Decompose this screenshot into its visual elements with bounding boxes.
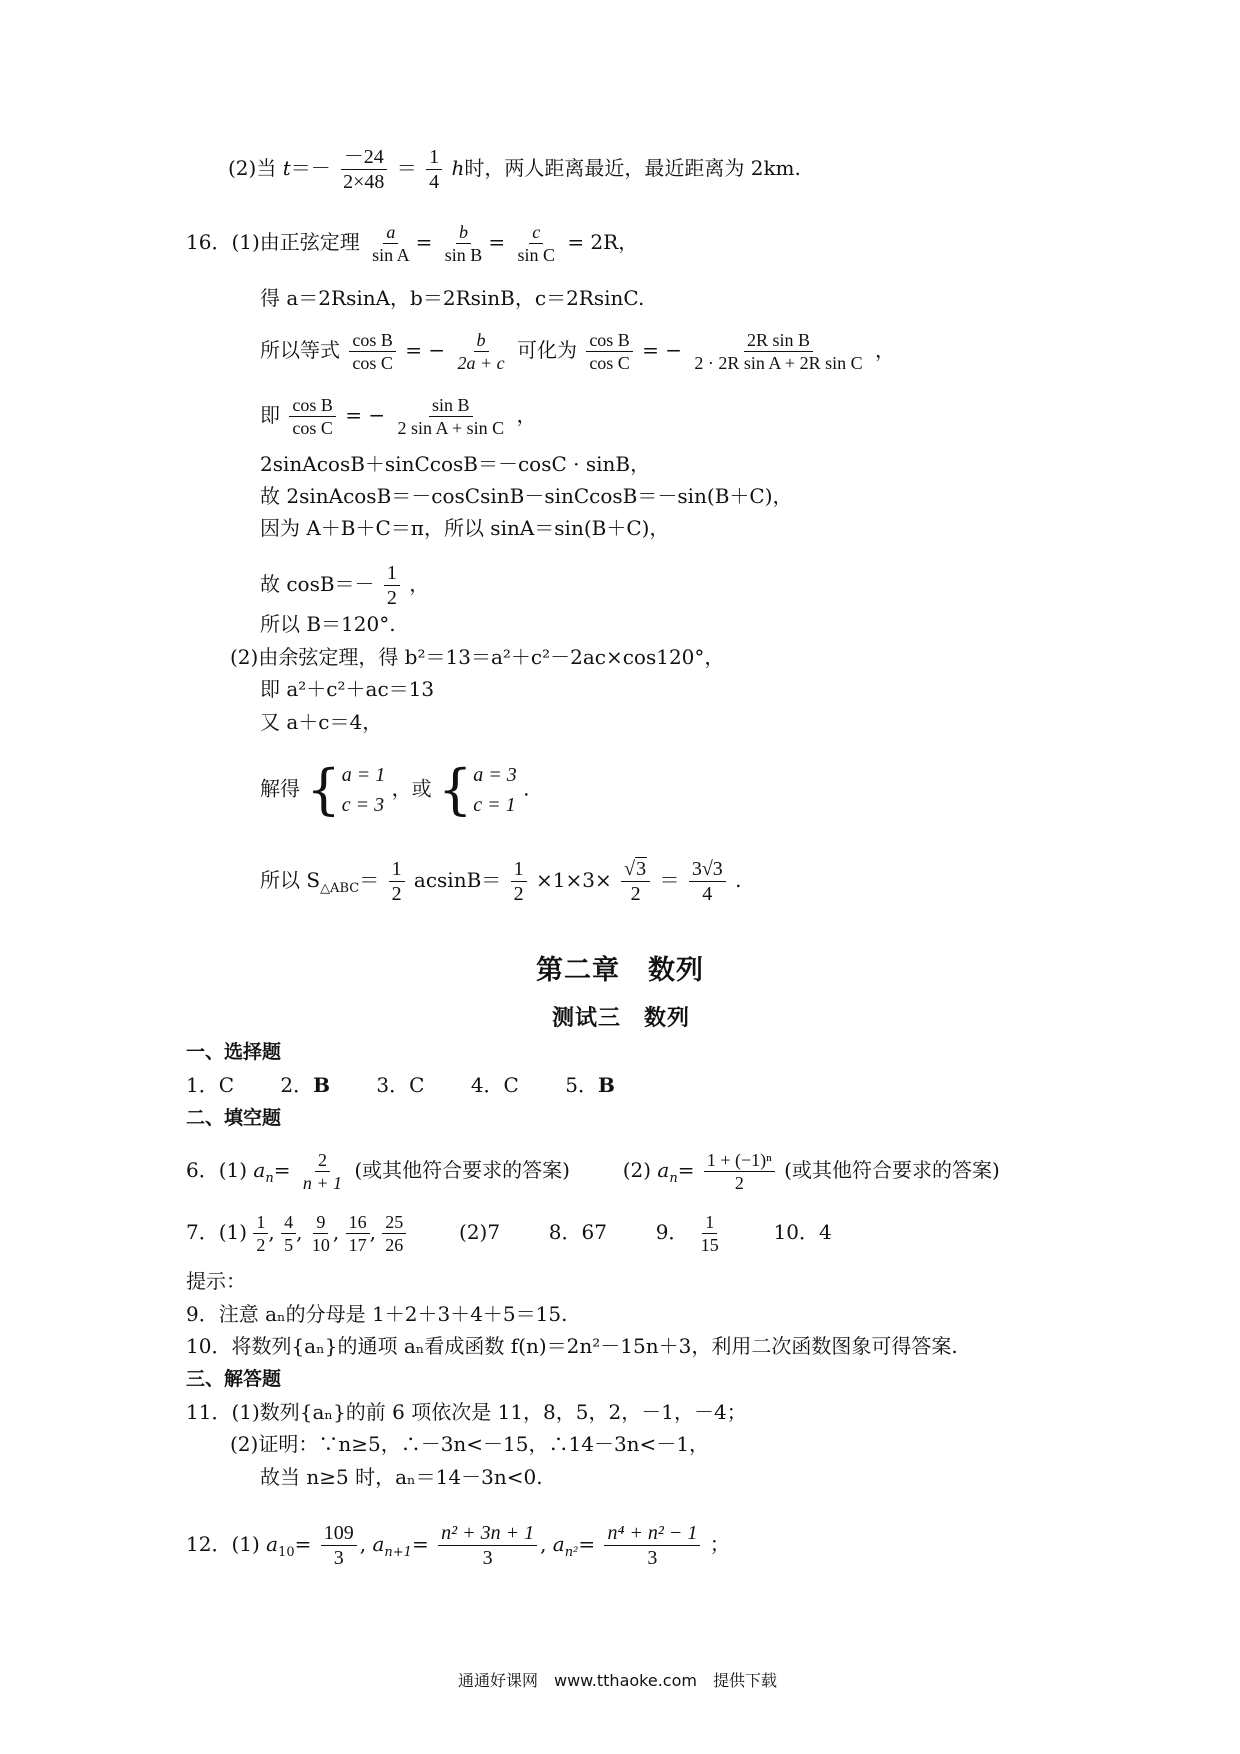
mc-answers (186, 1073, 615, 1097)
q11-line3: 故当 n≥5 时，aₙ＝14－3n<0. (260, 1465, 543, 1489)
chapter-title: 第二章 数列 (536, 955, 704, 986)
q16-part2-line3: 又 a＋c＝4， (260, 710, 383, 734)
hint-label: 提示： (186, 1269, 246, 1293)
fraction: $\frac{√3}{2}$ (621, 858, 650, 905)
q16-part2-line2: 即 a²＋c²＋ac＝13 (260, 677, 435, 701)
section-solutions: 三、解答题 (186, 1368, 282, 1390)
q16-part2-line1: (2)由余弦定理，得 b²＝13＝a²＋c²－2ac×cos120°， (230, 645, 725, 669)
fraction: $\frac{25}{26}$ (382, 1212, 406, 1255)
q16-line-equation: 所以等式 $\frac{\text{cos B}}{\text{cos C}}$ = − $\frac{b}{2a + c}$ 可化为 $\frac{\text{cos B}}{\text{cos C}}$ = − $\frac{\text{2R sin B}}{\text{2 · 2R sin A + 2R sin C}}$ ， (260, 330, 895, 373)
fraction: $\frac{\text{cos B}}{\text{cos C}}$ (349, 330, 396, 373)
fraction: $\frac{\text{1 + (−1)ⁿ}}{2}$ (704, 1150, 775, 1193)
fraction: $\frac{1}{2}$ (511, 858, 527, 905)
mc-answer-2: 2．B (280, 1073, 331, 1097)
fraction: $\frac{\text{2R sin B}}{\text{2 · 2R sin A + 2R sin C}}$ (694, 330, 863, 373)
q16-line-d: 故 cosB＝－ $\frac{1}{2}$ ， (260, 562, 430, 609)
q16-line-ji: 即 $\frac{\text{cos B}}{\text{cos C}}$ = − $\frac{\text{sin B}}{\text{2 sin A + sin C}}$ ， (260, 395, 537, 438)
equation-system: { a = 3 c = 1 (437, 758, 517, 821)
fraction: $\frac{a}{\text{sin A}}$ (372, 222, 410, 265)
fraction: $\frac{\text{n⁴ + n² − 1}}{3}$ (604, 1522, 700, 1569)
fraction: $\frac{1}{2}$ (253, 1212, 268, 1255)
fraction: $\frac{9}{10}$ (311, 1212, 330, 1255)
mc-answer-5: 5．B (565, 1073, 615, 1097)
equation-system: { a = 1 c = 3 (306, 758, 386, 821)
q6-line: 6．(1) $a_n=$ $\frac{2}{n + 1}$ (或其他符合要求的答案) (2) $a_n=$ $\frac{\text{1 + (−1)ⁿ}}{2}$ (或其他符合要求的答案) (186, 1150, 1000, 1193)
q12-line: 12．(1) $a_{10}=$ $\frac{109}{3}$ , $a_{n+1}=$ $\frac{\text{n² + 3n + 1}}{3}$ , $a_{n^2}=$ $\frac{\text{n⁴ + n² − 1}}{3}$ ； (186, 1522, 730, 1569)
q16-line-a: 2sinAcosB＋sinCcosB＝－cosC · sinB， (260, 452, 651, 476)
fraction: $\frac{1}{4}$ (426, 146, 442, 193)
q16-part1-line: 16．(1)由正弦定理 $\frac{a}{\text{sin A}}$ = $\frac{b}{\text{sin B}}$ = $\frac{c}{\text{sin C}}$ = 2R， (186, 222, 639, 265)
q16-line-get: 得 a＝2RsinA，b＝2RsinB，c＝2RsinC. (260, 286, 645, 310)
fraction: $\frac{b}{2a + c}$ (457, 330, 505, 373)
section-multiple-choice: 一、选择题 (186, 1041, 282, 1063)
q16-line-b: 故 2sinAcosB＝－cosCsinB－sinCcosB＝－sin(B＋C)， (260, 484, 793, 508)
fraction: $\frac{109}{3}$ (321, 1522, 357, 1569)
fraction: $\frac{-24}{2\times 48}$ (340, 146, 387, 193)
q16-solve-line: 解得 { a = 1 c = 3 ，或 { a = 3 c = 1 . (260, 758, 530, 821)
fraction: $\frac{b}{\text{sin B}}$ (444, 222, 483, 265)
hint-9: 9．注意 aₙ的分母是 1＋2＋3＋4＋5＝15. (186, 1302, 568, 1326)
fraction: $\frac{16}{17}$ (346, 1212, 370, 1255)
q11-line2: (2)证明：∵n≥5，∴－3n<－15，∴14－3n<－1， (230, 1432, 710, 1456)
fraction: $\frac{\text{n² + 3n + 1}}{3}$ (438, 1522, 537, 1569)
fraction: $\frac{3√3}{4}$ (689, 858, 726, 905)
fraction: $\frac{\text{sin B}}{\text{2 sin A + sin C}}$ (397, 395, 505, 438)
mc-answer-1: 1．C (186, 1073, 235, 1097)
hint-10: 10．将数列{aₙ}的通项 aₙ看成函数 f(n)＝2n²－15n＋3，利用二次函数图象可得答案. (186, 1334, 958, 1358)
q16-line-e: 所以 B＝120°. (260, 612, 396, 636)
mc-answer-3: 3．C (376, 1073, 425, 1097)
mc-answer-4: 4．C (470, 1073, 519, 1097)
page-footer: 通通好课网 www.tthaoke.com 提供下载 (458, 1671, 777, 1690)
fraction: $\frac{c}{\text{sin C}}$ (517, 222, 555, 265)
q11-line1: 11．(1)数列{aₙ}的前 6 项依次是 11，8，5，2，－1，－4； (186, 1400, 747, 1424)
q7-line: 7．(1) $\frac{1}{2}$ , $\frac{4}{5}$ , $\frac{9}{10}$ , $\frac{16}{17}$ , $\frac{25}{26}$ (2)7 8．67 9． $\frac{1}{15}$ 10．4 (186, 1212, 832, 1255)
fraction: $\frac{\text{cos B}}{\text{cos C}}$ (586, 330, 633, 373)
fraction: $\frac{2}{n + 1}$ (302, 1150, 343, 1193)
q16-area-line: 所以 $S_{\triangle ABC}=$ $\frac{1}{2}$ acsinB＝ $\frac{1}{2}$ ×1×3× $\frac{√3}{2}$ ＝ $\frac{3√3}{4}$ . (260, 858, 742, 905)
fraction: $\frac{\text{cos B}}{\text{cos C}}$ (289, 395, 336, 438)
fraction: $\frac{1}{15}$ (700, 1212, 719, 1255)
section-fill-in: 二、填空题 (186, 1107, 282, 1129)
fraction: $\frac{4}{5}$ (281, 1212, 296, 1255)
test-title: 测试三 数列 (552, 1006, 691, 1031)
q15-part2-line: (2)当 t＝－ $\frac{-24}{2\times 48}$ ＝ $\frac{1}{4}$ h时，两人距离最近，最近距离为 2km. (228, 146, 801, 193)
q16-line-c: 因为 A＋B＋C＝π，所以 sinA＝sin(B＋C)， (260, 516, 670, 540)
fraction: $\frac{1}{2}$ (389, 858, 405, 905)
fraction: $\frac{1}{2}$ (384, 562, 400, 609)
